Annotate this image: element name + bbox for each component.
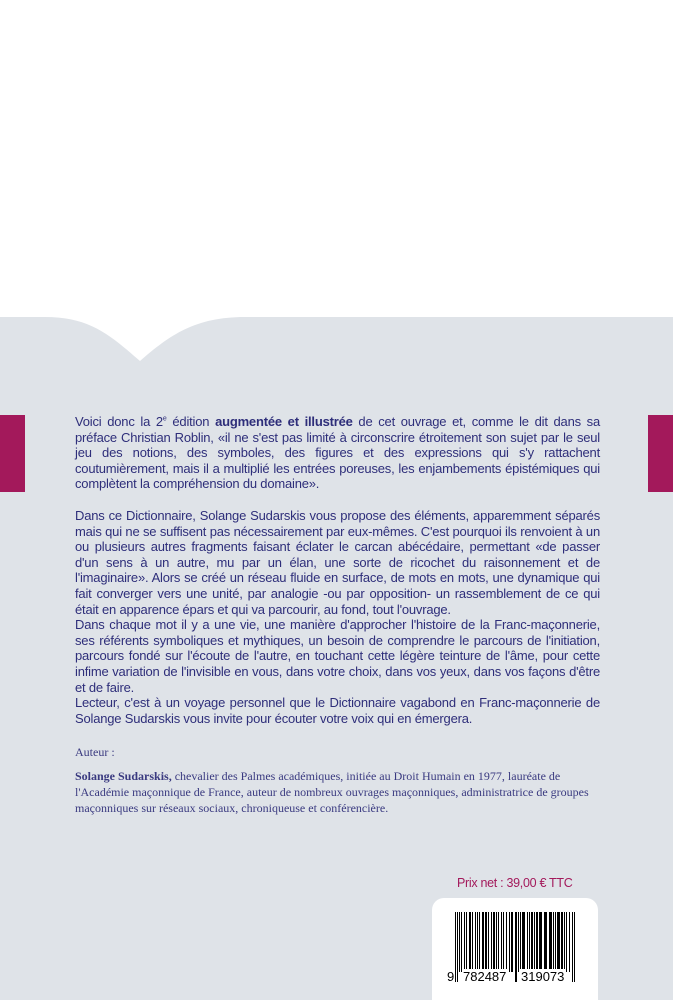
barcode-bar [477, 912, 478, 972]
author-bio-text: chevalier des Palmes académiques, initiée au Droit Humain en 1977, lauréate de l'Académie maçonnique de France, auteur de nombreux ouvrages maçonniques, administratrice de groupes maçonniques sur réseaux sociaux, chroniqueuse et conférencière. [75, 769, 589, 816]
barcode-bar [498, 912, 499, 972]
barcode-bar [501, 912, 502, 972]
barcode-bar [561, 912, 563, 972]
barcode-bar [496, 912, 497, 972]
barcode-bar [461, 912, 462, 972]
barcode-bar [572, 912, 573, 982]
barcode-bar [503, 912, 504, 972]
description-paragraph-2: Dans ce Dictionnaire, Solange Sudarskis vous propose des éléments, apparemment séparés mais qui ne se suffisent pas nécessairement par eux-mêmes. C'est pourquoi ils renvoient à un ou plusieurs autres fragments faisant éclater le carcan abécédaire, permettant «de passer d'un sens à un autre, mu par un élan, une sorte de ricochet du raisonnement et de l'imaginaire». Alors se créé un réseau fluide en surface, de mots en mots, une dynamique qui fait converger vers une unité, par analogie -ou par opposition- un rassemblement de ce qui était en apparence épars et qui va parcourir, au fond, tout l'ouvrage. [75, 507, 600, 617]
barcode-bar [522, 912, 525, 972]
price-label: Prix net : 39,00 € TTC [457, 876, 573, 890]
barcode-bar [555, 912, 556, 972]
barcode-left-digits: 782487 [463, 969, 507, 984]
content-column [75, 414, 600, 816]
barcode-bar [549, 912, 552, 972]
barcode-bar [469, 912, 471, 972]
description-paragraph-1 [75, 414, 600, 492]
superscript: e [162, 415, 167, 423]
barcode-bar [488, 912, 489, 972]
right-accent-bar [648, 415, 673, 492]
barcode-bar [482, 912, 484, 972]
barcode-bar [479, 912, 480, 972]
description-paragraph-3: Dans chaque mot il y a une vie, une manière d'approcher l'histoire de la Franc-maçonnerie, ses référents symboliques et mythiques, un besoin de comprendre le parcours de l'initiation, parcours fondé sur l'écoute de l'autre, en touchant cette légère teinture de l'âme, pour cette infime variation de l'invisible en vous, dans votre choix, dans vos yeux, dans vos façons d'être et de faire. [75, 617, 600, 695]
barcode-bar [534, 912, 535, 972]
description-paragraph-4: Lecteur, c'est à un voyage personnel que le Dictionnaire vagabond en Franc-maçonnerie de Solange Sudarskis vous invite pour écouter votre voix qui en émergera. [75, 695, 600, 726]
barcode-bar [520, 912, 521, 972]
bold-text: augmentée et illustrée [215, 414, 353, 429]
barcode-bar [557, 912, 560, 972]
left-accent-bar [0, 415, 25, 492]
barcode-bar [459, 912, 460, 972]
barcode-bar [464, 912, 465, 972]
barcode-bar [515, 912, 517, 982]
barcode-bar [527, 912, 528, 972]
barcode-box [432, 898, 598, 1008]
barcode-bar [536, 912, 538, 972]
text-span: de cet ouvrage et, comme le dit dans sa préface Christian Roblin, «il ne s'est pas limité à circonscrire étroitement son sujet par le seul jeu des notions, des symboles, des figures et des expressions qui s'y rattachent coutumièrement, mais il a multiplié les entrées poreuses, les enjambements épistémiques qui complètent la compréhension du domaine». [75, 414, 600, 492]
barcode-bar [539, 912, 542, 972]
text-span: Voici donc la 2 [75, 414, 163, 429]
author-name: Solange Sudarskis, [75, 769, 172, 784]
barcode-bar [506, 912, 507, 972]
barcode-bar [566, 912, 567, 972]
barcode-bar [509, 912, 510, 972]
barcode-bar [491, 912, 492, 972]
barcode-bar [553, 912, 554, 972]
barcode-bar [574, 912, 575, 982]
barcode-bar [485, 912, 487, 972]
barcode-bar [544, 912, 547, 972]
barcode-bar [529, 912, 530, 972]
barcode-right-digits: 319073 [521, 969, 565, 984]
text-span: édition [166, 414, 216, 429]
barcode-bar [472, 912, 473, 972]
barcode-bar [531, 912, 533, 972]
barcode-bar [564, 912, 565, 972]
barcode-bar [493, 912, 495, 972]
barcode-bar [569, 912, 570, 972]
barcode-bar [518, 912, 519, 972]
barcode-bar [475, 912, 476, 972]
author-bio [75, 768, 605, 816]
barcode-bar [466, 912, 467, 972]
barcode-first-digit: 9 [447, 969, 455, 984]
barcode-bar [511, 912, 513, 972]
author-label: Auteur : [75, 745, 115, 760]
author-section [75, 744, 605, 816]
barcode-bar [457, 912, 458, 982]
book-description [75, 414, 600, 726]
